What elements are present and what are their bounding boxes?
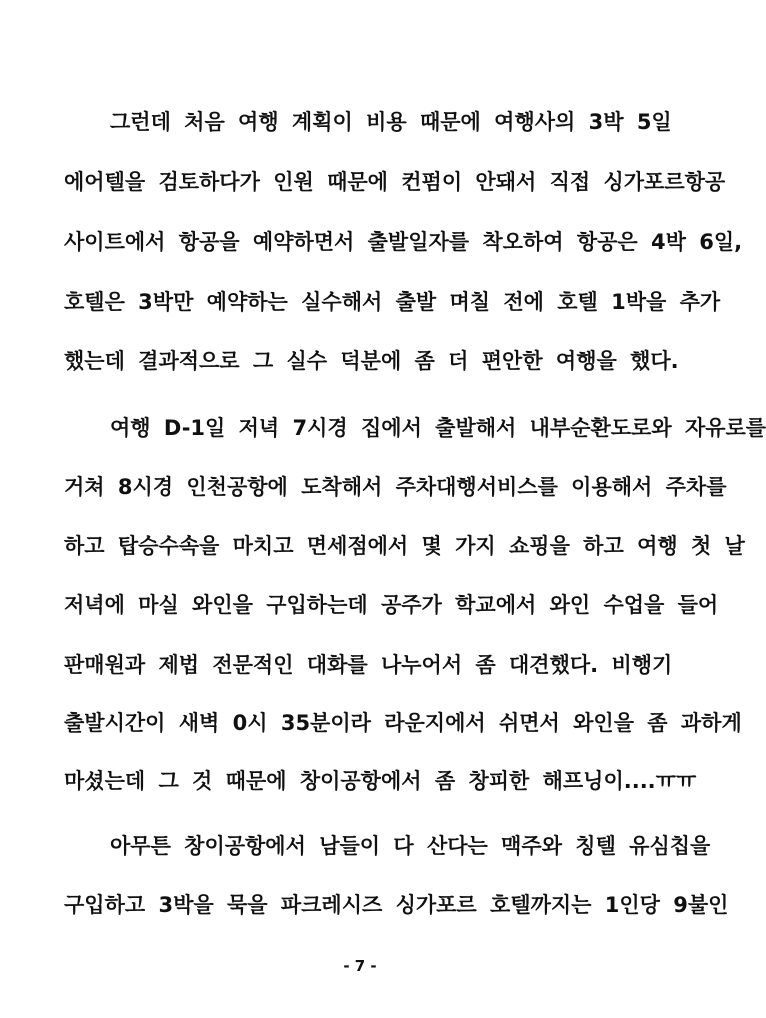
text-line: 사이트에서 항공을 예약하면서 출발일자를 착오하여 항공은 4박 6일, [64,230,743,254]
text-line: 했는데 결과적으로 그 실수 덕분에 좀 더 편안한 여행을 했다. [64,349,679,373]
text-line: 아무튼 창이공항에서 남들이 다 산다는 맥주와 칭텔 유심칩을 [110,834,711,858]
text-line: 구입하고 3박을 묵을 파크레시즈 싱가포르 호텔까지는 1인당 9불인 [64,893,729,917]
text-line: 마셨는데 그 것 때문에 창이공항에서 좀 창피한 해프닝이....ㅠㅠ [64,769,697,793]
page-number: - 7 - [343,957,377,975]
text-line: 그런데 처음 여행 계획이 비용 때문에 여행사의 3박 5일 [110,110,672,134]
text-line: 저녁에 마실 와인을 구입하는데 공주가 학교에서 와인 수업을 들어 [64,593,719,617]
text-line: 호텔은 3박만 예약하는 실수해서 출발 며칠 전에 호텔 1박을 추가 [64,290,721,314]
text-line: 하고 탑승수속을 마치고 면세점에서 몇 가지 쇼핑을 하고 여행 첫 날 [64,534,745,558]
text-line: 거쳐 8시경 인천공항에 도착해서 주차대행서비스를 이용해서 주차를 [64,475,727,499]
text-line: 판매원과 제법 전문적인 대화를 나누어서 좀 대견했다. 비행기 [64,653,673,677]
text-line: 출발시간이 새벽 0시 35분이라 라운지에서 쉬면서 와인을 좀 과하게 [64,711,742,735]
text-line: 에어텔을 검토하다가 인원 때문에 컨펌이 안돼서 직접 싱가포르항공 [64,170,726,194]
text-line: 여행 D-1일 저녁 7시경 집에서 출발해서 내부순환도로와 자유로를 [110,416,766,440]
